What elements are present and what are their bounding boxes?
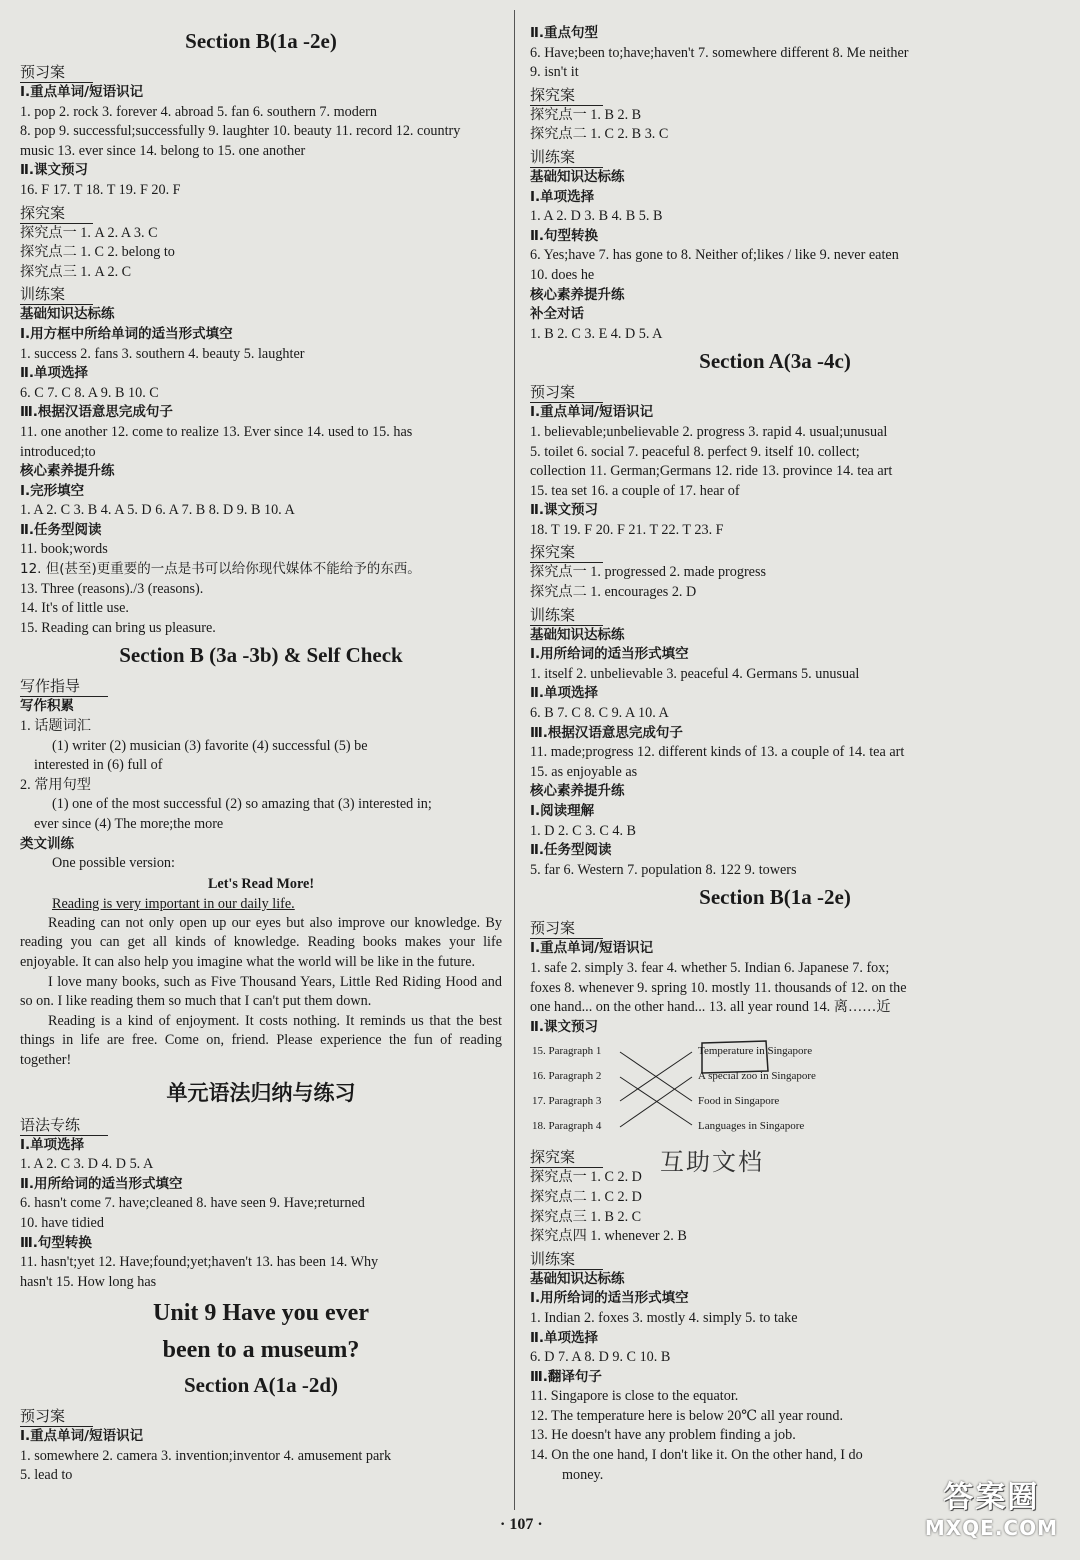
left-column-ln-10: 探究点二 1. C 2. belong to bbox=[20, 244, 175, 261]
section-tag-row bbox=[20, 60, 502, 83]
right-column-top-tag-3: 探究案 bbox=[530, 85, 603, 106]
right-column-top-hd-8: Ⅰ.单项选择 bbox=[530, 188, 595, 205]
left-column bbox=[20, 24, 502, 1486]
right-column-top-ln-27: 探究点二 1. encourages 2. D bbox=[530, 584, 697, 601]
right-column-bottom-ln-10: 6. D 7. A 8. D 9. C 10. B bbox=[530, 1349, 671, 1366]
right-column-top-ln-20: 5. toilet 6. social 7. peaceful 8. perfect 9. itself 10. collect; bbox=[530, 443, 860, 460]
diagram-right-2: A special zoo in Singapore bbox=[698, 1070, 816, 1083]
diagram-left-3: 17. Paragraph 3 bbox=[532, 1095, 602, 1108]
right-column-top bbox=[530, 24, 1020, 1037]
right-column-top-ln-31: 1. itself 2. unbelievable 3. peaceful 4. Germans 5. unusual bbox=[530, 665, 860, 682]
left-column-ind-37: (1) one of the most successful (2) so amazing that (3) interested in; bbox=[52, 796, 432, 813]
left-column-ln-7: 16. F 17. T 18. T 19. F 20. F bbox=[20, 181, 181, 198]
right-column-top-ln-46: foxes 8. whenever 9. spring 10. mostly 11. thousands of 12. on the bbox=[530, 979, 907, 996]
left-column-ln-62: 5. lead to bbox=[20, 1467, 73, 1484]
right-column-bottom-hd-9: Ⅱ.单项选择 bbox=[530, 1329, 599, 1346]
right-column-bottom-ln-2: 探究点二 1. C 2. D bbox=[530, 1188, 642, 1205]
right-column-bottom-ln-13: 12. The temperature here is below 20℃ all year round. bbox=[530, 1407, 844, 1424]
right-column-top-hd-0: Ⅱ.重点句型 bbox=[530, 25, 599, 41]
left-column-ln-3: 1. pop 2. rock 3. forever 4. abroad 5. fan 6. southern 7. modern bbox=[20, 103, 377, 120]
section-tag-row bbox=[530, 603, 1020, 626]
right-column-bottom-ln-8: 1. Indian 2. foxes 3. mostly 4. simply 5. to take bbox=[530, 1309, 798, 1326]
right-column-top-ln-36: 15. as enjoyable as bbox=[530, 763, 638, 780]
left-column-p-45: Reading is a kind of enjoyment. It costs nothing. It reminds us that the best things in life are free. Come on, friend. Please experience the fun of reading together! bbox=[20, 1012, 502, 1068]
section-tag-row bbox=[20, 1113, 502, 1136]
right-column-bottom-hd-11: Ⅲ.翻译句子 bbox=[530, 1368, 602, 1385]
left-column-tag-31: 写作指导 bbox=[20, 676, 108, 697]
section-tag-row bbox=[20, 201, 502, 224]
right-column-top-hd-18: Ⅰ.重点单词/短语识记 bbox=[530, 404, 654, 421]
section-tag-row bbox=[20, 282, 502, 305]
watermark-url: MXQE.COM bbox=[924, 1516, 1058, 1540]
left-column-ln-5: music 13. ever since 14. belong to 15. one another bbox=[20, 142, 306, 159]
right-column-top-ln-33: 6. B 7. C 8. C 9. A 10. A bbox=[530, 705, 669, 722]
left-column-hd-32: 写作积累 bbox=[20, 698, 74, 715]
right-column-top-ln-11: 6. Yes;have 7. has gone to 8. Neither of;likes / like 9. never eaten bbox=[530, 247, 899, 264]
right-column-bottom bbox=[530, 1145, 1020, 1485]
right-column-top-sec-16: Section A(3a -4c) bbox=[699, 349, 851, 374]
left-column-hd-13: 基础知识达标练 bbox=[20, 306, 115, 323]
diagram-right-4: Languages in Singapore bbox=[698, 1120, 805, 1133]
right-column-top-ln-12: 10. does he bbox=[530, 266, 595, 283]
right-column-top-tag-43: 预习案 bbox=[530, 918, 603, 939]
right-column-top-ln-24: 18. T 19. F 20. F 21. T 22. T 23. F bbox=[530, 521, 724, 538]
section-tag-row bbox=[20, 1404, 502, 1427]
right-column bbox=[530, 24, 1020, 1485]
right-column-top-ln-39: 1. D 2. C 3. C 4. B bbox=[530, 822, 637, 839]
right-column-bottom-hd-7: Ⅰ.用所给词的适当形式填空 bbox=[530, 1290, 689, 1307]
right-column-top-ln-19: 1. believable;unbelievable 2. progress 3. rapid 4. usual;unusual bbox=[530, 423, 888, 440]
right-column-top-ln-9: 1. A 2. D 3. B 4. B 5. B bbox=[530, 208, 663, 225]
right-column-top-tag-6: 训练案 bbox=[530, 147, 603, 168]
left-column-unit-57: been to a museum? bbox=[162, 1337, 360, 1364]
left-column-hd-48: Ⅰ.单项选择 bbox=[20, 1136, 85, 1153]
right-column-top-ln-26: 探究点一 1. progressed 2. made progress bbox=[530, 564, 767, 581]
right-column-top-hd-14: 补全对话 bbox=[530, 306, 584, 323]
diagram-left-1: 15. Paragraph 1 bbox=[532, 1045, 602, 1058]
right-column-top-ln-45: 1. safe 2. simply 3. fear 4. whether 5. Indian 6. Japanese 7. fox; bbox=[530, 959, 890, 976]
section-tag-row bbox=[530, 380, 1020, 403]
left-column-tag-47: 语法专练 bbox=[20, 1115, 108, 1136]
left-column-ln-52: 10. have tidied bbox=[20, 1214, 104, 1231]
left-column-ln-4: 8. pop 9. successful;successfully 9. laughter 10. beauty 11. record 12. country bbox=[20, 123, 461, 140]
left-column-ln-51: 6. hasn't come 7. have;cleaned 8. have seen 9. Have;returned bbox=[20, 1195, 365, 1212]
right-column-top-hd-29: 基础知识达标练 bbox=[530, 626, 625, 643]
left-column-hd-39: 类文训练 bbox=[20, 835, 74, 852]
matching-diagram bbox=[530, 1039, 1020, 1143]
section-tag-row bbox=[530, 1145, 1020, 1168]
right-column-top-hd-30: Ⅰ.用所给词的适当形式填空 bbox=[530, 646, 689, 663]
left-column-hd-50: Ⅱ.用所给词的适当形式填空 bbox=[20, 1175, 183, 1192]
left-column-ln-61: 1. somewhere 2. camera 3. invention;inventor 4. amusement park bbox=[20, 1447, 392, 1464]
left-column-tag-12: 训练案 bbox=[20, 284, 93, 305]
diagram-right-3: Food in Singapore bbox=[698, 1095, 780, 1108]
left-column-sec-30: Section B (3a -3b) & Self Check bbox=[119, 643, 403, 668]
left-column-p-43: Reading can not only open up our eyes but also improve our knowledge. By reading you can get all kinds of knowledge. Reading books makes your life enjoyable. It can also help you imagine what the world will be like in the future. bbox=[20, 914, 502, 970]
right-column-top-ln-22: 15. tea set 16. a couple of 17. hear of bbox=[530, 482, 740, 499]
left-column-ind-34: (1) writer (2) musician (3) favorite (4) successful (5) be bbox=[52, 737, 368, 754]
left-column-ind2-38: ever since (4) The more;the more bbox=[34, 816, 224, 832]
left-column-wrap-26: 12. 但(甚至)更重要的一点是书可以给你现代媒体不能给予的东西。 bbox=[20, 561, 421, 578]
left-column-ln-23: 1. A 2. C 3. B 4. A 5. D 6. A 7. B 8. D 9. B 10. A bbox=[20, 502, 295, 519]
right-column-bottom-ln-1: 探究点一 1. C 2. D bbox=[530, 1169, 642, 1186]
right-column-top-tag-28: 训练案 bbox=[530, 605, 603, 626]
right-column-top-ln-21: collection 11. German;Germans 12. ride 13. province 14. tea art bbox=[530, 463, 893, 480]
left-column-ln-11: 探究点三 1. A 2. C bbox=[20, 263, 132, 280]
left-column-hd-2: Ⅰ.重点单词/短语识记 bbox=[20, 84, 144, 100]
section-tag-row bbox=[20, 674, 502, 697]
left-column-hd-14: Ⅰ.用方框中所给单词的适当形式填空 bbox=[20, 325, 233, 342]
left-column-ln-33: 1. 话题词汇 bbox=[20, 718, 91, 735]
left-column-ln-25: 11. book;words bbox=[20, 541, 108, 558]
right-column-top-hd-13: 核心素养提升练 bbox=[530, 286, 625, 303]
right-column-top-hd-7: 基础知识达标练 bbox=[530, 168, 625, 185]
left-column-ln-36: 2. 常用句型 bbox=[20, 776, 91, 793]
left-column-ln-19: 11. one another 12. come to realize 13. Ever since 14. used to 15. has bbox=[20, 423, 413, 440]
right-column-top-hd-40: Ⅱ.任务型阅读 bbox=[530, 842, 612, 859]
right-column-top-ln-47: one hand... on the other hand... 13. all year round 14. 离……近 bbox=[530, 999, 891, 1016]
diagram-right-1: Temperature in Singapore bbox=[698, 1045, 813, 1058]
left-column-ln-9: 探究点一 1. A 2. A 3. C bbox=[20, 224, 158, 241]
diagram-left-4: 18. Paragraph 4 bbox=[532, 1120, 602, 1133]
left-column-ln-15: 1. success 2. fans 3. southern 4. beauty 5. laughter bbox=[20, 345, 305, 362]
right-column-bottom-ln-15: 14. On the one hand, I don't like it. On the other hand, I do bbox=[530, 1447, 863, 1464]
section-tag-row bbox=[530, 1247, 1020, 1270]
left-column-tag-59: 预习案 bbox=[20, 1406, 93, 1427]
left-column-ln-29: 15. Reading can bring us pleasure. bbox=[20, 619, 216, 636]
section-tag-row bbox=[530, 145, 1020, 168]
left-column-hd-53: Ⅲ.句型转换 bbox=[20, 1234, 92, 1251]
right-column-bottom-ln-14: 13. He doesn't have any problem finding a job. bbox=[530, 1427, 796, 1444]
left-column-ln-54: 11. hasn't;yet 12. Have;found;yet;haven't 13. has been 14. Why bbox=[20, 1254, 379, 1271]
left-column-hd-18: Ⅲ.根据汉语意思完成句子 bbox=[20, 404, 173, 421]
right-column-bottom-ln-12: 11. Singapore is close to the equator. bbox=[530, 1388, 739, 1405]
right-column-top-hd-10: Ⅱ.句型转换 bbox=[530, 227, 599, 244]
left-column-hd-6: Ⅱ.课文预习 bbox=[20, 162, 89, 179]
left-column-p-44: I love many books, such as Five Thousand Years, Little Red Riding Hood and so on. I like reading them so much that I can't put them down. bbox=[20, 973, 502, 1010]
right-column-top-ln-4: 探究点一 1. B 2. B bbox=[530, 106, 642, 123]
right-column-top-hd-48: Ⅱ.课文预习 bbox=[530, 1018, 599, 1035]
right-column-top-tag-17: 预习案 bbox=[530, 382, 603, 403]
right-column-top-ln-41: 5. far 6. Western 7. population 8. 122 9. towers bbox=[530, 861, 797, 878]
left-column-ln-55: hasn't 15. How long has bbox=[20, 1273, 157, 1290]
right-column-top-ln-1: 6. Have;been to;have;haven't 7. somewhere different 8. Me neither bbox=[530, 44, 909, 61]
right-column-top-ln-2: 9. isn't it bbox=[530, 64, 579, 81]
right-column-bottom-tag-0: 探究案 bbox=[530, 1147, 603, 1168]
right-column-top-hd-34: Ⅲ.根据汉语意思完成句子 bbox=[530, 724, 683, 741]
left-column-ln-20: introduced;to bbox=[20, 443, 96, 460]
watermark-logo bbox=[925, 1472, 1058, 1540]
left-column-hd-24: Ⅱ.任务型阅读 bbox=[20, 521, 102, 538]
diagram-left-2: 16. Paragraph 2 bbox=[532, 1070, 602, 1083]
right-column-bottom-tag-5: 训练案 bbox=[530, 1249, 603, 1270]
right-column-top-sec-42: Section B(1a -2e) bbox=[699, 885, 851, 910]
left-column-ind-40: One possible version: bbox=[52, 855, 175, 872]
stamp-text: 互助文档 bbox=[660, 1148, 764, 1176]
right-column-top-ln-35: 11. made;progress 12. different kinds of 13. a couple of 14. tea art bbox=[530, 744, 905, 761]
left-column-tag-8: 探究案 bbox=[20, 203, 93, 224]
right-column-top-hd-32: Ⅱ.单项选择 bbox=[530, 685, 599, 702]
right-column-top-ln-15: 1. B 2. C 3. E 4. D 5. A bbox=[530, 325, 663, 342]
section-tag-row bbox=[530, 540, 1020, 563]
left-column-ind2-35: interested in (6) full of bbox=[34, 757, 163, 774]
right-column-bottom-ln-3: 探究点三 1. B 2. C bbox=[530, 1208, 642, 1225]
left-column-ln-17: 6. C 7. C 8. A 9. B 10. C bbox=[20, 384, 159, 401]
column-divider bbox=[514, 10, 515, 1510]
right-column-top-hd-37: 核心素养提升练 bbox=[530, 783, 625, 800]
section-tag-row bbox=[530, 916, 1020, 939]
left-column-tag-1: 预习案 bbox=[20, 62, 93, 83]
right-column-bottom-hd-6: 基础知识达标练 bbox=[530, 1270, 625, 1287]
right-column-top-hd-38: Ⅰ.阅读理解 bbox=[530, 803, 595, 819]
page-number: · 107 · bbox=[500, 1516, 543, 1533]
right-column-top-tag-25: 探究案 bbox=[530, 542, 603, 563]
left-column-ln-49: 1. A 2. C 3. D 4. D 5. A bbox=[20, 1156, 154, 1173]
left-column-ln-27: 13. Three (reasons)./3 (reasons). bbox=[20, 580, 204, 597]
left-column-sec-58: Section A(1a -2d) bbox=[184, 1373, 338, 1398]
left-column-hd-60: Ⅰ.重点单词/短语识记 bbox=[20, 1428, 144, 1445]
right-column-top-ln-5: 探究点二 1. C 2. B 3. C bbox=[530, 126, 669, 143]
left-column-hd-22: Ⅰ.完形填空 bbox=[20, 482, 85, 499]
section-tag-row bbox=[530, 83, 1020, 106]
watermark-cn: 答案圈 bbox=[943, 1480, 1040, 1515]
left-column-unit-56: Unit 9 Have you ever bbox=[153, 1300, 369, 1327]
right-column-top-hd-44: Ⅰ.重点单词/短语识记 bbox=[530, 940, 654, 957]
left-column-grammar-46: 单元语法归纳与练习 bbox=[166, 1080, 356, 1105]
right-column-top-hd-23: Ⅱ.课文预习 bbox=[530, 502, 599, 519]
left-column-ln-28: 14. It's of little use. bbox=[20, 600, 129, 617]
left-column-essay_title-41: Let's Read More! bbox=[207, 875, 315, 892]
left-column-hd-16: Ⅱ.单项选择 bbox=[20, 365, 89, 382]
left-column-sec-0: Section B(1a -2e) bbox=[185, 29, 337, 53]
left-column-hd-21: 核心素养提升练 bbox=[20, 463, 115, 480]
right-column-bottom-ind-16: money. bbox=[562, 1466, 604, 1483]
right-column-bottom-ln-4: 探究点四 1. whenever 2. B bbox=[530, 1228, 687, 1245]
left-column-essay_first-42: Reading is very important in our daily life. bbox=[52, 895, 295, 912]
